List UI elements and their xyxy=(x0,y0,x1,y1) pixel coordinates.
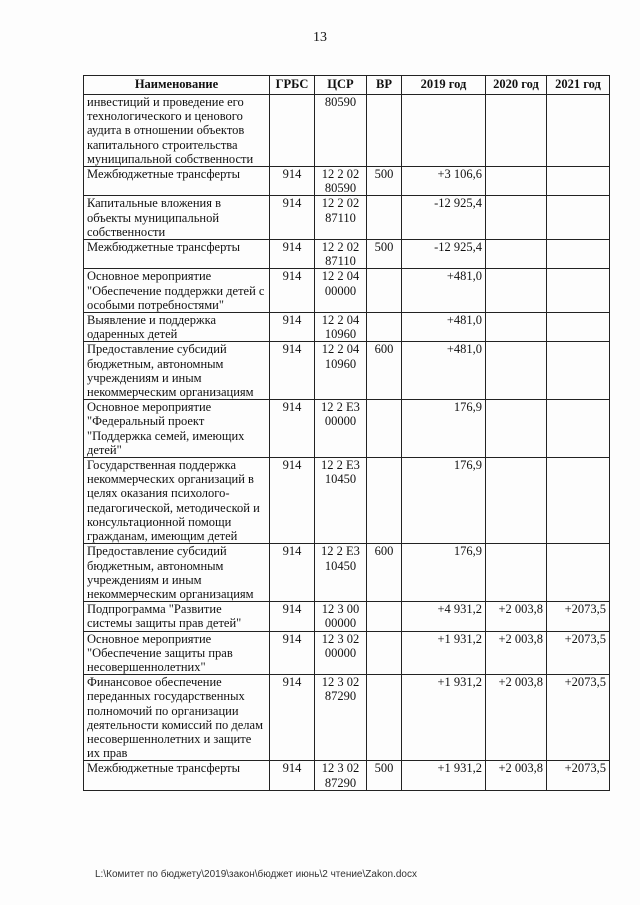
cell-y2020 xyxy=(486,167,547,196)
table-row xyxy=(84,269,610,313)
cell-y2020 xyxy=(486,95,547,167)
table-row xyxy=(84,95,610,167)
cell-y2019: +1 931,2 xyxy=(402,675,486,761)
cell-name: Выявление и поддержка одаренных детей xyxy=(84,313,270,342)
cell-y2020 xyxy=(486,269,547,313)
cell-vr xyxy=(367,95,402,167)
cell-y2020: +2 003,8 xyxy=(486,602,547,631)
cell-y2019: +3 106,6 xyxy=(402,167,486,196)
cell-csr: 12 3 00 00000 xyxy=(315,602,367,631)
cell-grbs: 914 xyxy=(270,240,315,269)
cell-name: Межбюджетные трансферты xyxy=(84,167,270,196)
header-2020: 2020 год xyxy=(486,76,547,95)
cell-y2021 xyxy=(547,313,610,342)
cell-name: Финансовое обеспечение переданных государственных полномочий по организации деятельности комиссий по делам несовершеннолетних и защите их прав xyxy=(84,675,270,761)
cell-csr: 12 2 Е3 10450 xyxy=(315,458,367,544)
cell-name: Межбюджетные трансферты xyxy=(84,240,270,269)
header-grbs: ГРБС xyxy=(270,76,315,95)
table-row xyxy=(84,240,610,269)
cell-grbs xyxy=(270,95,315,167)
cell-y2020 xyxy=(486,240,547,269)
cell-name: Капитальные вложения в объекты муниципальной собственности xyxy=(84,196,270,240)
cell-y2019: +1 931,2 xyxy=(402,761,486,790)
cell-grbs: 914 xyxy=(270,544,315,602)
cell-y2021 xyxy=(547,95,610,167)
cell-csr: 80590 xyxy=(315,95,367,167)
cell-y2019: 176,9 xyxy=(402,544,486,602)
cell-y2019 xyxy=(402,95,486,167)
cell-grbs: 914 xyxy=(270,269,315,313)
cell-grbs: 914 xyxy=(270,631,315,675)
cell-y2021 xyxy=(547,269,610,313)
cell-csr: 12 2 02 80590 xyxy=(315,167,367,196)
cell-vr xyxy=(367,631,402,675)
cell-csr: 12 2 04 00000 xyxy=(315,269,367,313)
cell-vr: 500 xyxy=(367,240,402,269)
cell-grbs: 914 xyxy=(270,313,315,342)
table-row xyxy=(84,458,610,544)
cell-vr xyxy=(367,602,402,631)
table-row xyxy=(84,400,610,458)
cell-y2020 xyxy=(486,342,547,400)
cell-name: инвестиций и проведение его технологического и ценового аудита в отношении объектов капитального строительства муниципальной собственности xyxy=(84,95,270,167)
header-name: Наименование xyxy=(84,76,270,95)
cell-csr: 12 2 02 87110 xyxy=(315,240,367,269)
cell-y2019: 176,9 xyxy=(402,400,486,458)
cell-y2019: +481,0 xyxy=(402,313,486,342)
cell-grbs: 914 xyxy=(270,761,315,790)
page-number: 13 xyxy=(313,30,327,45)
cell-name: Основное мероприятие "Обеспечение защиты прав несовершеннолетних" xyxy=(84,631,270,675)
header-2019: 2019 год xyxy=(402,76,486,95)
cell-vr xyxy=(367,196,402,240)
cell-y2019: +481,0 xyxy=(402,269,486,313)
cell-y2020 xyxy=(486,313,547,342)
cell-y2019: +1 931,2 xyxy=(402,631,486,675)
cell-y2021: +2073,5 xyxy=(547,631,610,675)
header-csr: ЦСР xyxy=(315,76,367,95)
table-row xyxy=(84,761,610,790)
cell-name: Основное мероприятие "Обеспечение поддержки детей с особыми потребностями" xyxy=(84,269,270,313)
cell-y2021 xyxy=(547,240,610,269)
cell-csr: 12 3 02 87290 xyxy=(315,675,367,761)
cell-grbs: 914 xyxy=(270,342,315,400)
cell-vr: 600 xyxy=(367,342,402,400)
cell-y2020 xyxy=(486,458,547,544)
cell-vr xyxy=(367,313,402,342)
cell-y2020 xyxy=(486,196,547,240)
cell-y2019: +4 931,2 xyxy=(402,602,486,631)
cell-y2021: +2073,5 xyxy=(547,602,610,631)
cell-name: Предоставление субсидий бюджетным, автономным учреждениям и иным некоммерческим организациям xyxy=(84,342,270,400)
cell-y2021: +2073,5 xyxy=(547,675,610,761)
cell-vr: 600 xyxy=(367,544,402,602)
cell-y2019: -12 925,4 xyxy=(402,196,486,240)
cell-y2021 xyxy=(547,544,610,602)
cell-name: Предоставление субсидий бюджетным, автономным учреждениям и иным некоммерческим организациям xyxy=(84,544,270,602)
header-vr: ВР xyxy=(367,76,402,95)
cell-y2020: +2 003,8 xyxy=(486,631,547,675)
table-row xyxy=(84,342,610,400)
budget-table xyxy=(83,75,610,791)
cell-csr: 12 3 02 87290 xyxy=(315,761,367,790)
cell-csr: 12 2 Е3 00000 xyxy=(315,400,367,458)
cell-grbs: 914 xyxy=(270,196,315,240)
cell-y2020: +2 003,8 xyxy=(486,675,547,761)
cell-y2021 xyxy=(547,400,610,458)
cell-csr: 12 2 Е3 10450 xyxy=(315,544,367,602)
cell-vr xyxy=(367,675,402,761)
table-row xyxy=(84,631,610,675)
cell-grbs: 914 xyxy=(270,675,315,761)
table-row xyxy=(84,196,610,240)
header-2021: 2021 год xyxy=(547,76,610,95)
cell-vr xyxy=(367,458,402,544)
cell-grbs: 914 xyxy=(270,602,315,631)
cell-name: Основное мероприятие "Федеральный проект "Поддержка семей, имеющих детей" xyxy=(84,400,270,458)
cell-name: Подпрограмма "Развитие системы защиты прав детей" xyxy=(84,602,270,631)
table-body xyxy=(84,95,610,791)
cell-grbs: 914 xyxy=(270,167,315,196)
cell-vr xyxy=(367,400,402,458)
table-header-row xyxy=(84,76,610,95)
cell-y2019: -12 925,4 xyxy=(402,240,486,269)
cell-csr: 12 2 04 10960 xyxy=(315,342,367,400)
cell-y2020 xyxy=(486,544,547,602)
cell-y2021 xyxy=(547,167,610,196)
table-row xyxy=(84,313,610,342)
cell-grbs: 914 xyxy=(270,400,315,458)
cell-y2020: +2 003,8 xyxy=(486,761,547,790)
cell-name: Государственная поддержка некоммерческих организаций в целях оказания психолого-педагогической, методической и консультационной помощи гражданам, имеющим детей xyxy=(84,458,270,544)
cell-y2021 xyxy=(547,342,610,400)
table-row xyxy=(84,544,610,602)
table-row xyxy=(84,602,610,631)
cell-csr: 12 2 02 87110 xyxy=(315,196,367,240)
cell-csr: 12 3 02 00000 xyxy=(315,631,367,675)
table-row xyxy=(84,675,610,761)
cell-y2019: +481,0 xyxy=(402,342,486,400)
table-row xyxy=(84,167,610,196)
cell-y2021 xyxy=(547,458,610,544)
cell-vr: 500 xyxy=(367,167,402,196)
cell-y2021: +2073,5 xyxy=(547,761,610,790)
cell-vr: 500 xyxy=(367,761,402,790)
footer-file-path: L:\Комитет по бюджету\2019\закон\бюджет июнь\2 чтение\Zakon.docx xyxy=(95,869,417,880)
cell-y2019: 176,9 xyxy=(402,458,486,544)
cell-y2021 xyxy=(547,196,610,240)
cell-grbs: 914 xyxy=(270,458,315,544)
cell-csr: 12 2 04 10960 xyxy=(315,313,367,342)
cell-y2020 xyxy=(486,400,547,458)
cell-name: Межбюджетные трансферты xyxy=(84,761,270,790)
cell-vr xyxy=(367,269,402,313)
